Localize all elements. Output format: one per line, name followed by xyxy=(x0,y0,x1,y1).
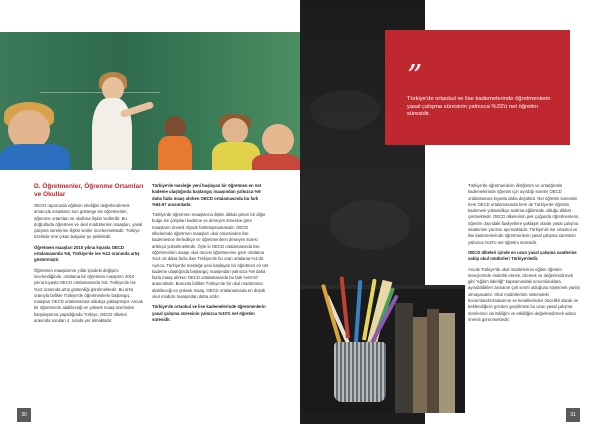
text-column-2 xyxy=(152,183,268,327)
paragraph: Öğretmen maaşlarının yıllar içindeki değişimi incelendiğinde, ortalama bir öğretmen maaşının 2010 yılına kıyasla OECD ortalamasında %5, Türkiye'de ise %12 oranında artış gösterdiği görülmektedir. Bu artış oranıyla birlikte Türkiye'de öğretmenlerin başlangıç maaşları OECD ortalamasına oldukça yaklaşmıştır. Ancak bir öğretmenin alabileceği en yüksek maaş üzerinden karşılaştırma yapıldığında Türkiye, OECD ülkeleri arasında sondan 4. sırada yer almaktadır. xyxy=(34,267,143,324)
quote-box xyxy=(385,30,570,145)
pencil-cup xyxy=(334,342,386,402)
bold-paragraph: Türkiye'de mesleğe yeni başlayan bir öğretmen en üst kademe ulaştığında başlangıç maaşından yalnızca %9 daha fazla maaş alırken OECD ortalamasında bu fark %64-67 arasındadır. xyxy=(152,183,262,207)
page-number: 30 xyxy=(17,408,31,422)
child-figure xyxy=(252,154,300,170)
book xyxy=(413,317,427,413)
quote-mark-icon: ” xyxy=(407,59,423,94)
page-number: 31 xyxy=(566,408,580,422)
section-heading: D. Öğretmenler, Öğrenme Ortamları ve Okullar xyxy=(34,183,144,198)
paragraph: Türkiye'de öğretmenlerin ilköğretim ve ortaöğretim kademelerinde öğretim için ayırdığı süreler OECD ortalamasına kıyasla daha düşüktür. Net öğretim süresinin hem OECD ortalamasında hem de Türkiye'de öğretim kademesi yükseldikçe azalma eğiliminde olduğu dikkat çekmektedir. OECD ülkelerinin pek çoğunda öğretmenlerin, öğretim dışındaki faaliyetlere yaklaşık olarak yasal çalışma saatlerinin yarısını ayırmaktadır. Türkiye'de ise ortaokul ve lise kademelerinde öğretmenlerin yasal çalışma süresinin yalnızca %33'ü net öğretim süresidir. xyxy=(468,183,580,245)
quote-text: Türkiye'de ortaokul ve lise kademelerinde öğretmenlerin yasal çalışma süresinin yalnızca %33'ü net öğretim süresidir. xyxy=(407,96,551,118)
child-figure xyxy=(164,116,186,138)
bold-paragraph: Öğretmen maaşları 2010 yılına kıyasla OECD ortalamasında %5, Türkiye'de ise %12 oranında artış göstermiştir. xyxy=(34,244,140,263)
chalk-smudge xyxy=(330,200,410,250)
bold-paragraph: OECD ülkeleri içinde en uzun yasal çalışma saatlerine sahip okul müdürleri Türkiye'dedir. xyxy=(468,249,577,262)
text-column-1 xyxy=(34,183,144,328)
right-page xyxy=(300,0,600,424)
child-figure xyxy=(262,124,294,156)
child-figure xyxy=(0,144,70,170)
paragraph: OECD raporunda eğitimin niteliğini değerlendirmek amacıyla insanların son gösterge ise öğretmenler, öğrenme ortamları ve okullara ilişkin verilerdir. Bu doğrultuda öğretmen ve okul müdürlerinin maaşları, yasal çalışma sürelerine ilişkin veriler incelenmektedir. Türkiye özelinde öne çıkan bulgular şu şekildedir. xyxy=(34,203,143,240)
book xyxy=(395,303,413,413)
paragraph: Ancak Türkiye'de okul müdürlerinin eğitim öğretim süreçlerinde önderlik etmek, izlemek ve değerlendirmek gibi "eğitim liderliği" kapsamındaki sorumluluklara ayırabildikleri zamanın çok sınırlı olduğunu söylemek yanlış olmayacaktır. Okul müdürlerinin sistemdeki konumlandırılmalarının ve kendilerinden öncelikli olarak ne beklendiğinin gözden geçirilmesi bu uzun yasal çalışma sürelerinin verimliliğini ve etkililiğini değerlendirmek adına önemli görünmektedir. xyxy=(468,266,580,322)
chalkboard-line xyxy=(40,92,160,93)
bold-paragraph: Türkiye'de ortaokul ve lise kademelerinde öğretmenlerin yasal çalışma süresinin yalnızca %33'ü net öğretim süresidir. xyxy=(152,304,266,322)
chalk-smudge xyxy=(310,90,380,130)
child-figure xyxy=(158,136,192,170)
classroom-photo xyxy=(0,32,300,170)
book xyxy=(439,313,455,413)
text-column-3 xyxy=(468,183,580,327)
paragraph: Türkiye'de öğretmen maaşlarına ilişkin dikkat çeken bir diğer bulgu ise çalışılan kademe ve deneyim süresine göre maaşların önemli ölçüde farklılaşmamasıdır. OECD ülkelerinde öğretmen maaşları okul öncesinden lise kademesine ilerledikçe ve öğretmenlerin deneyim süresi arttıkça yükselmektedir. Öyle ki OECD ortalamasında lise öğretmeninin maaşı okul öncesi öğretmenine göre ortalama %14-16 daha fazla iken Türkiye'de bu oran ortalama %1'dir. Ayrıca, Türkiye'de mesleğe yeni başlayan bir öğretmen en üst kademe ulaştığında başlangıç maaşından yalnızca %9 daha fazla maaş alırken OECD ortalamasında bu fark %64-67 arasındadır. Bununla birlikte Türkiye'de bir okul müdürünün alabileceği en yüksek maaş, OECD ortalamasında en düşük okul müdürü maaşından daha azdır. xyxy=(152,212,268,300)
book xyxy=(427,309,439,413)
child-figure xyxy=(222,118,248,144)
